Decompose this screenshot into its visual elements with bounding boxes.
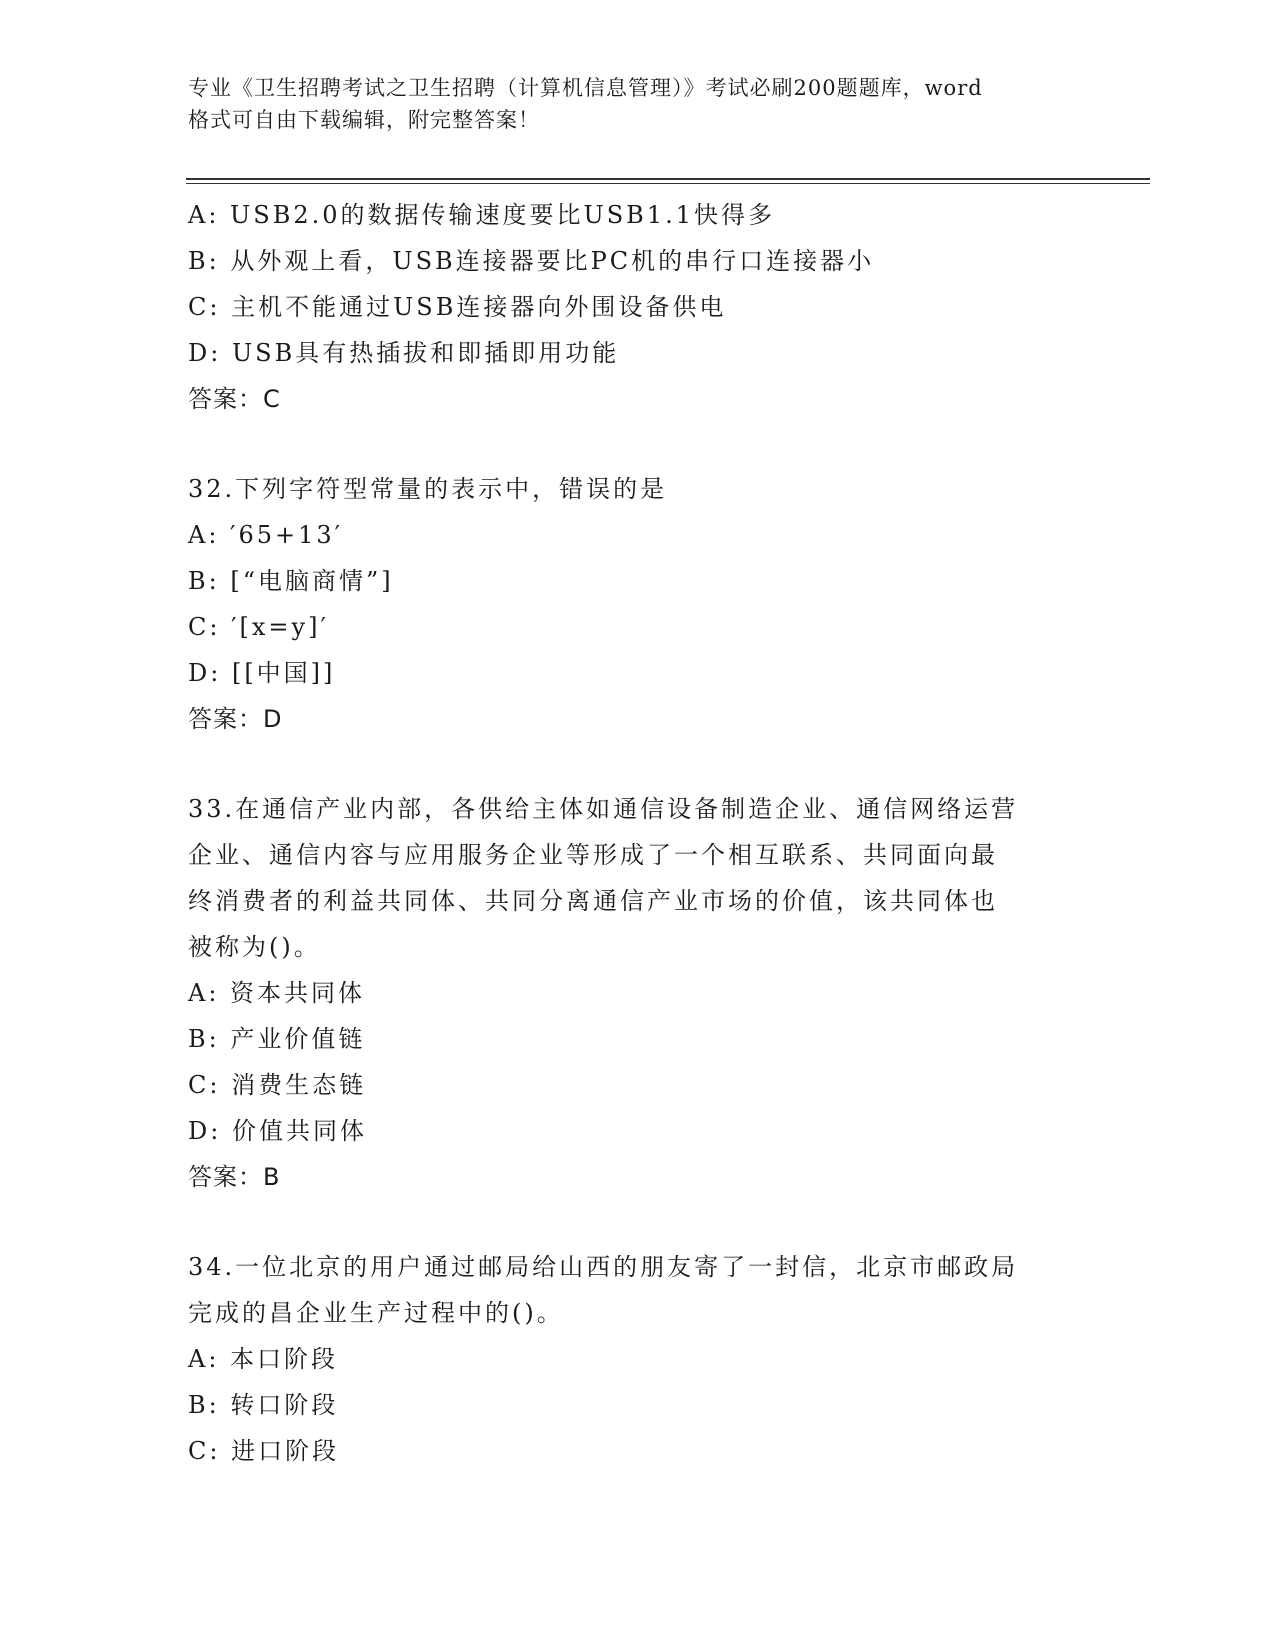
header-divider-thick <box>186 178 1150 180</box>
option-d: D: USB具有热插拔和即插即用功能 <box>188 339 620 367</box>
answer: 答案：B <box>188 1163 281 1191</box>
option-b: B: 从外观上看，USB连接器要比PC机的串行口连接器小 <box>188 247 875 275</box>
answer: 答案：C <box>188 385 281 413</box>
question-stem-line: 33.在通信产业内部，各供给主体如通信设备制造企业、通信网络运营 <box>188 795 1019 823</box>
option-a: A: USB2.0的数据传输速度要比USB1.1快得多 <box>188 201 775 229</box>
question-stem-line: 完成的昌企业生产过程中的()。 <box>188 1299 564 1327</box>
header-line-2: 格式可自由下载编辑，附完整答案！ <box>188 108 540 132</box>
header-line-1: 专业《卫生招聘考试之卫生招聘（计算机信息管理）》考试必刷200题题库，word <box>188 76 983 100</box>
option-c: C: 进口阶段 <box>188 1437 340 1465</box>
question-stem-line: 被称为()。 <box>188 933 321 961</box>
option-b: B: [“电脑商情”] <box>188 567 394 595</box>
option-a: A: ′65+13′ <box>188 521 344 549</box>
question-33 <box>188 786 1088 1200</box>
question-stem-line: 34.一位北京的用户通过邮局给山西的朋友寄了一封信，北京市邮政局 <box>188 1253 1019 1281</box>
question-stem-line: 终消费者的利益共同体、共同分离通信产业市场的价值，该共同体也 <box>188 887 998 915</box>
document-header <box>188 72 1088 136</box>
option-c: C: ′[x=y]′ <box>188 613 329 641</box>
option-d: D: [[中国]] <box>188 659 336 687</box>
header-divider-thin <box>186 183 1150 184</box>
option-a: A: 资本共同体 <box>188 979 366 1007</box>
question-stem: 32.下列字符型常量的表示中，错误的是 <box>188 475 668 503</box>
option-c: C: 消费生态链 <box>188 1071 367 1099</box>
answer: 答案：D <box>188 705 283 733</box>
question-stem-line: 企业、通信内容与应用服务企业等形成了一个相互联系、共同面向最 <box>188 841 998 869</box>
option-b: B: 转口阶段 <box>188 1391 339 1419</box>
option-a: A: 本口阶段 <box>188 1345 339 1373</box>
question-34 <box>188 1244 1088 1474</box>
option-c: C: 主机不能通过USB连接器向外围设备供电 <box>188 293 727 321</box>
question-list <box>188 192 1088 1474</box>
question-32 <box>188 466 1088 742</box>
question-31 <box>188 192 1088 422</box>
option-d: D: 价值共同体 <box>188 1117 367 1145</box>
option-b: B: 产业价值链 <box>188 1025 366 1053</box>
